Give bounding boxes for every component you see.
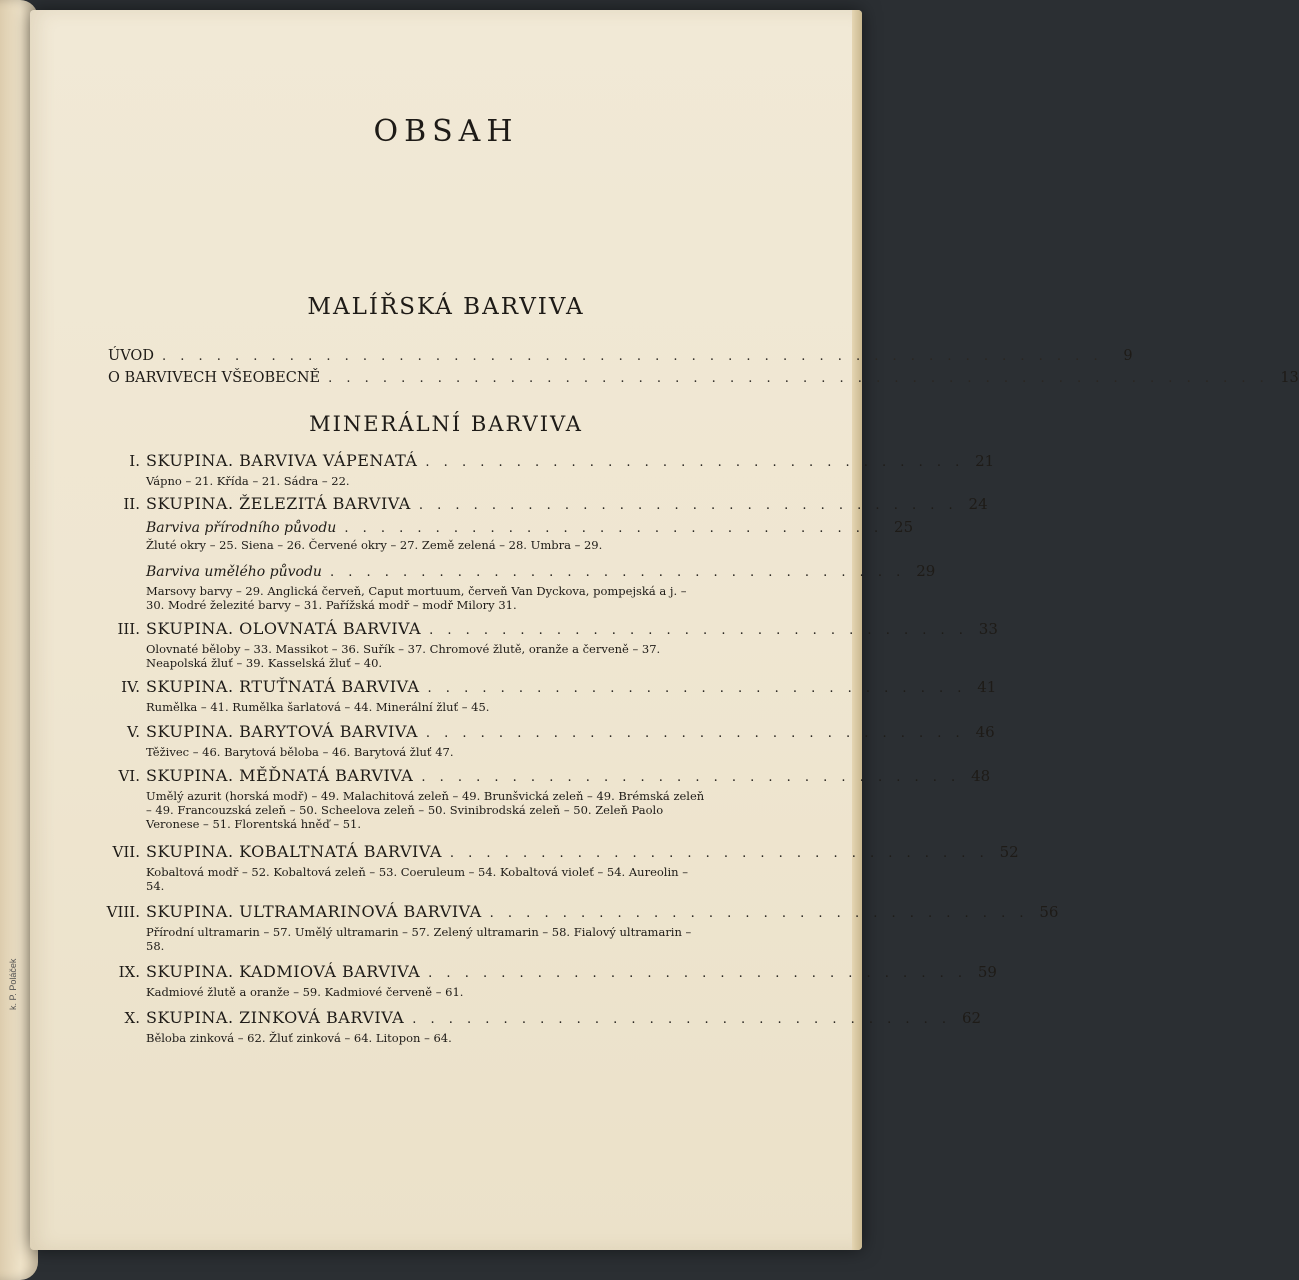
chapter-number: II.	[123, 495, 140, 513]
chapter-heading: SKUPINA. KADMIOVÁ BARVIVA	[146, 962, 421, 981]
chapter-detail: Přírodní ultramarin – 57. Umělý ultramarin – 57. Zelený ultramarin – 58. Fialový ultramarin – 58.	[146, 925, 692, 953]
chapter-detail: Vápno – 21. Křída – 21. Sádra – 22.	[146, 474, 350, 488]
chapter-detail: Rumělka – 41. Rumělka šarlatová – 44. Minerální žluť – 45.	[146, 700, 490, 714]
leader-dots: . . . . . . . . . . . . . . . . . . . . . . . . . . . . . . . .	[329, 565, 906, 580]
chapter-heading: SKUPINA. KOBALTNATÁ BARVIVA	[146, 842, 442, 861]
leader-dots: . . . . . . . . . . . . . . . . . . . . . . . . . . . . . .	[429, 623, 968, 638]
section-title: MALÍŘSKÁ BARVIVA	[307, 294, 585, 320]
chapter-heading: SKUPINA. ULTRAMARINOVÁ BARVIVA	[146, 902, 482, 921]
leader-dots: . . . . . . . . . . . . . . . . . . . . . . . . . . . . . . . . . . . . . . . . . . . . . . . . . . . .	[161, 349, 1103, 364]
chapter-number: IV.	[121, 678, 140, 696]
chapter-heading: SKUPINA. OLOVNATÁ BARVIVA	[146, 619, 422, 638]
chapter-number: X.	[124, 1009, 140, 1027]
toc-entry-label: ÚVOD	[108, 348, 154, 364]
leader-dots: . . . . . . . . . . . . . . . . . . . . . . . . . . . . . .	[412, 1012, 952, 1027]
chapter-number: I.	[129, 452, 140, 470]
subsection-label: Barviva přírodního původu	[146, 520, 337, 536]
chapter-9[interactable]	[74, 962, 997, 999]
subsection-natural[interactable]	[146, 518, 914, 536]
leader-dots: . . . . . . . . . . . . . . . . . . . . . . . . . . . . . .	[418, 498, 958, 513]
leader-dots: . . . . . . . . . . . . . . . . . . . . . . . . . . . . . .	[449, 846, 989, 861]
leader-dots: . . . . . . . . . . . . . . . . . . . . . . . . . . . . . .	[425, 726, 965, 741]
book-page	[30, 10, 1299, 1250]
chapter-page: 48	[971, 767, 991, 785]
chapter-2[interactable]	[74, 494, 988, 612]
chapter-5[interactable]	[74, 722, 995, 759]
subsection-detail: Marsovy barvy – 29. Anglická červeň, Caput mortuum, červeň Van Dyckova, pompejská a j. – 30. Modré železité barvy – 31. Pařížská modř – modř Milory 31.	[146, 584, 687, 612]
toc-entry-o-barvivech[interactable]	[108, 370, 1299, 386]
chapter-4[interactable]	[74, 677, 997, 714]
chapter-detail: Kobaltová modř – 52. Kobaltová zeleň – 53. Coeruleum – 54. Kobaltová violeť – 54. Aureolin – 54.	[146, 865, 688, 893]
leader-dots: . . . . . . . . . . . . . . . . . . . . . . . . . . . . . .	[428, 966, 967, 981]
chapter-heading: SKUPINA. BARYTOVÁ BARVIVA	[146, 722, 418, 741]
chapter-3[interactable]	[74, 619, 998, 670]
chapter-page: 33	[978, 620, 998, 638]
subsection-label: Barviva umělého původu	[146, 564, 322, 580]
subsection-detail: Žluté okry – 25. Siena – 26. Červené okry – 27. Země zelená – 28. Umbra – 29.	[146, 538, 603, 552]
toc-entry-page: 13	[1280, 370, 1299, 386]
chapter-heading: SKUPINA. BARVIVA VÁPENATÁ	[146, 451, 418, 470]
chapter-number: VII.	[112, 843, 140, 861]
chapter-7[interactable]	[74, 842, 1019, 893]
leader-dots: . . . . . . . . . . . . . . . . . . . . . . . . . . . . . .	[425, 455, 965, 470]
subsection-page: 29	[916, 562, 936, 580]
leader-dots: . . . . . . . . . . . . . . . . . . . . . . . . . . . . . .	[344, 521, 884, 536]
chapter-detail: Kadmiové žlutě a oranže – 59. Kadmiové červeně – 61.	[146, 985, 464, 999]
chapter-detail: Umělý azurit (horská modř) – 49. Malachitová zeleň – 49. Brunšvická zeleň – 49. Brémská zeleň – 49. Francouzská zeleň – 50. Scheelova zeleň – 50. Svinibrodská zeleň – 50. Zeleň Paolo Veronese – 51. Florentská hněď – 51.	[146, 789, 705, 831]
leader-dots: . . . . . . . . . . . . . . . . . . . . . . . . . . . . . .	[489, 906, 1029, 921]
chapter-heading: SKUPINA. MĚĎNATÁ BARVIVA	[146, 766, 414, 785]
mineral-section-title: MINERÁLNÍ BARVIVA	[309, 412, 583, 436]
chapter-1[interactable]	[74, 451, 995, 488]
chapter-page: 24	[968, 495, 988, 513]
chapter-page: 21	[975, 452, 995, 470]
page-title: OBSAH	[373, 114, 519, 149]
chapter-number: III.	[117, 620, 140, 638]
chapter-8[interactable]	[74, 902, 1059, 953]
chapter-detail: Olovnaté běloby – 33. Massikot – 36. Suřík – 37. Chromové žlutě, oranže a červeně – 37. Neapolská žluť – 39. Kasselská žluť – 40.	[146, 642, 661, 670]
chapter-page: 41	[977, 678, 997, 696]
chapter-6[interactable]	[74, 766, 991, 831]
chapter-heading: SKUPINA. ŽELEZITÁ BARVIVA	[146, 494, 411, 513]
chapter-number: VI.	[118, 767, 140, 785]
leader-dots: . . . . . . . . . . . . . . . . . . . . . . . . . . . . . .	[421, 770, 961, 785]
chapter-heading: SKUPINA. RTUŤNATÁ BARVIVA	[146, 677, 420, 696]
chapter-page: 46	[975, 723, 995, 741]
chapter-number: V.	[127, 723, 140, 741]
toc-entry-uvod[interactable]	[108, 348, 1133, 364]
subsection-artificial[interactable]	[146, 562, 936, 580]
chapter-page: 59	[977, 963, 997, 981]
toc-entry-page: 9	[1123, 348, 1133, 364]
leader-dots: . . . . . . . . . . . . . . . . . . . . . . . . . . . . . .	[427, 681, 967, 696]
chapter-detail: Těživec – 46. Barytová běloba – 46. Barytová žluť 47.	[146, 745, 454, 759]
chapter-detail: Běloba zinková – 62. Žluť zinková – 64. Litopon – 64.	[146, 1031, 452, 1045]
chapter-10[interactable]	[74, 1008, 982, 1045]
chapter-heading: SKUPINA. ZINKOVÁ BARVIVA	[146, 1008, 405, 1027]
chapter-page: 56	[1039, 903, 1059, 921]
leader-dots: . . . . . . . . . . . . . . . . . . . . . . . . . . . . . . . . . . . . . . . . . . . . . . . . . . . .	[328, 371, 1269, 386]
toc-entry-label: O BARVIVECH VŠEOBECNĚ	[108, 370, 321, 386]
chapter-number: VIII.	[106, 903, 140, 921]
chapter-page: 52	[999, 843, 1019, 861]
chapter-number: IX.	[118, 963, 140, 981]
left-page-text: k. P. Poláček	[8, 958, 18, 1010]
chapter-page: 62	[961, 1009, 982, 1027]
subsection-page: 25	[894, 518, 914, 536]
